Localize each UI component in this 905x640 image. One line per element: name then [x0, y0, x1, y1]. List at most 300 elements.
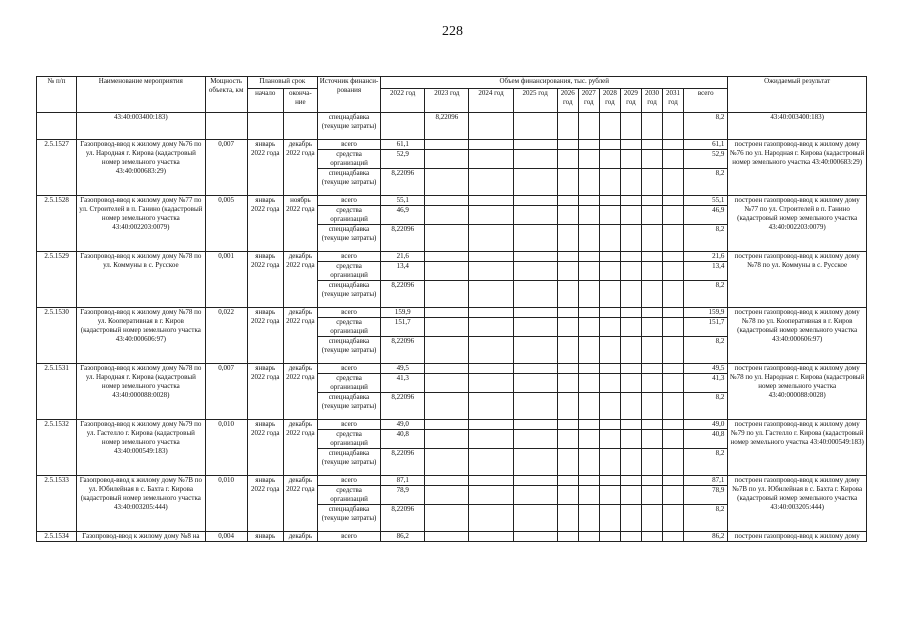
row-name-cell: Газопровод-ввод к жилому дому №79 по ул. Гастелло г. Кирова (кадастровый номер земельного участка 43:40:000549:183) — [77, 420, 205, 476]
total-cell: 8,2 — [684, 393, 728, 420]
table-row — [37, 113, 867, 140]
value-cell — [663, 430, 684, 449]
value-cell — [578, 140, 599, 150]
row-result-cell: построен газопровод-ввод к жилому дому №77 по ул. Строителей в п. Ганино (кадастровый номер земельного участка 43:40:002203:0079) — [728, 196, 867, 252]
row-source-cell: спецнадбавка (текущие затраты) — [317, 113, 380, 140]
row-num-cell: 2.5.1533 — [37, 476, 77, 532]
value-cell — [578, 113, 599, 140]
value-cell — [425, 308, 469, 318]
header-num: № п/п — [37, 77, 77, 113]
value-cell — [578, 449, 599, 476]
row-source-cell: всего — [317, 420, 380, 430]
value-cell — [641, 430, 662, 449]
row-name-cell: 43:40:003400:183) — [77, 113, 205, 140]
value-cell — [469, 140, 513, 150]
value-cell — [557, 262, 578, 281]
row-end-cell: декабрь 2022 года — [283, 476, 317, 532]
value-cell — [513, 262, 557, 281]
value-cell — [469, 486, 513, 505]
header-plan-term: Плановый срок — [247, 77, 317, 89]
value-cell — [578, 281, 599, 308]
table-row — [37, 196, 867, 206]
row-result-cell: построен газопровод-ввод к жилому дому №78 по ул. Кооперативная в г. Киров (кадастровый номер земельного участка 43:40:000606:97) — [728, 308, 867, 364]
value-cell — [620, 532, 641, 542]
value-cell — [641, 113, 662, 140]
value-cell — [641, 505, 662, 532]
value-cell: 87,1 — [381, 476, 425, 486]
total-cell: 8,2 — [684, 337, 728, 364]
value-cell — [578, 505, 599, 532]
row-source-cell: всего — [317, 196, 380, 206]
value-cell — [663, 476, 684, 486]
row-start-cell: январь 2022 года — [247, 364, 283, 420]
value-cell: 46,9 — [381, 206, 425, 225]
value-cell — [557, 476, 578, 486]
row-source-cell: всего — [317, 140, 380, 150]
value-cell — [513, 169, 557, 196]
value-cell — [620, 374, 641, 393]
value-cell — [557, 150, 578, 169]
value-cell — [578, 430, 599, 449]
row-num-cell: 2.5.1534 — [37, 532, 77, 542]
value-cell — [469, 196, 513, 206]
header-year: 2025 год — [513, 89, 557, 113]
value-cell — [599, 476, 620, 486]
value-cell — [641, 225, 662, 252]
value-cell — [513, 150, 557, 169]
value-cell — [469, 505, 513, 532]
value-cell — [620, 505, 641, 532]
value-cell: 8,22096 — [381, 169, 425, 196]
value-cell — [620, 225, 641, 252]
value-cell — [425, 169, 469, 196]
value-cell: 41,3 — [381, 374, 425, 393]
value-cell — [641, 393, 662, 420]
value-cell — [513, 252, 557, 262]
header-year: 2022 год — [381, 89, 425, 113]
table-row — [37, 252, 867, 262]
value-cell — [641, 364, 662, 374]
value-cell — [663, 486, 684, 505]
header-volume: Объем финансирования, тыс. рублей — [381, 77, 728, 89]
total-cell: 8,2 — [684, 169, 728, 196]
value-cell — [599, 113, 620, 140]
row-name-cell: Газопровод-ввод к жилому дому №77 по ул. Строителей в п. Ганино (кадастровый номер земельного участка 43:40:002203:0079) — [77, 196, 205, 252]
value-cell — [513, 505, 557, 532]
value-cell — [578, 393, 599, 420]
value-cell — [469, 449, 513, 476]
total-cell: 52,9 — [684, 150, 728, 169]
value-cell — [620, 476, 641, 486]
value-cell — [469, 393, 513, 420]
value-cell — [557, 308, 578, 318]
value-cell — [425, 486, 469, 505]
value-cell — [578, 476, 599, 486]
value-cell — [620, 486, 641, 505]
value-cell — [469, 150, 513, 169]
value-cell — [425, 196, 469, 206]
value-cell: 52,9 — [381, 150, 425, 169]
row-source-cell: средства организаций — [317, 150, 380, 169]
value-cell — [620, 364, 641, 374]
value-cell — [599, 532, 620, 542]
table-row — [37, 420, 867, 430]
value-cell — [557, 196, 578, 206]
value-cell: 8,22096 — [381, 449, 425, 476]
total-cell: 49,5 — [684, 364, 728, 374]
row-source-cell: спецнадбавка (текущие затраты) — [317, 393, 380, 420]
value-cell — [557, 393, 578, 420]
row-start-cell — [247, 113, 283, 140]
row-num-cell: 2.5.1531 — [37, 364, 77, 420]
value-cell — [513, 364, 557, 374]
value-cell — [557, 486, 578, 505]
row-end-cell: декабрь — [283, 532, 317, 542]
value-cell — [513, 140, 557, 150]
total-cell: 8,2 — [684, 505, 728, 532]
value-cell — [599, 196, 620, 206]
value-cell — [578, 206, 599, 225]
value-cell — [513, 281, 557, 308]
value-cell — [578, 262, 599, 281]
value-cell — [557, 113, 578, 140]
value-cell — [620, 196, 641, 206]
value-cell — [599, 225, 620, 252]
value-cell — [425, 150, 469, 169]
row-source-cell: всего — [317, 252, 380, 262]
value-cell — [469, 430, 513, 449]
value-cell — [557, 505, 578, 532]
value-cell — [599, 486, 620, 505]
table-row — [37, 140, 867, 150]
row-num-cell — [37, 113, 77, 140]
header-year: 2026 год — [557, 89, 578, 113]
value-cell — [425, 505, 469, 532]
value-cell — [469, 420, 513, 430]
value-cell — [663, 196, 684, 206]
total-cell: 159,9 — [684, 308, 728, 318]
row-result-cell: построен газопровод-ввод к жилому дому №79 по ул. Гастелло г. Кирова (кадастровый номер земельного участка 43:40:000549:183) — [728, 420, 867, 476]
value-cell — [641, 140, 662, 150]
value-cell: 8,22096 — [381, 337, 425, 364]
header-year: 2024 год — [469, 89, 513, 113]
value-cell — [663, 337, 684, 364]
header-year: 2023 год — [425, 89, 469, 113]
row-end-cell: декабрь 2022 года — [283, 420, 317, 476]
value-cell — [513, 476, 557, 486]
value-cell — [557, 364, 578, 374]
value-cell — [425, 420, 469, 430]
row-name-cell: Газопровод-ввод к жилому дому №78 по ул. Кооперативная в г. Киров (кадастровый номер земельного участка 43:40:000606:97) — [77, 308, 205, 364]
row-source-cell: всего — [317, 476, 380, 486]
row-start-cell: январь 2022 года — [247, 140, 283, 196]
row-source-cell: спецнадбавка (текущие затраты) — [317, 169, 380, 196]
row-source-cell: всего — [317, 532, 380, 542]
row-result-cell: 43:40:003400:183) — [728, 113, 867, 140]
value-cell — [557, 337, 578, 364]
total-cell: 49,0 — [684, 420, 728, 430]
row-name-cell: Газопровод-ввод к жилому дому №8 на — [77, 532, 205, 542]
value-cell — [513, 225, 557, 252]
value-cell — [663, 308, 684, 318]
total-cell: 151,7 — [684, 318, 728, 337]
row-capacity-cell: 0,010 — [205, 420, 247, 476]
value-cell — [557, 420, 578, 430]
row-capacity-cell: 0,004 — [205, 532, 247, 542]
value-cell — [599, 252, 620, 262]
value-cell — [469, 262, 513, 281]
value-cell — [641, 252, 662, 262]
value-cell — [663, 150, 684, 169]
total-cell: 78,9 — [684, 486, 728, 505]
value-cell — [578, 420, 599, 430]
value-cell — [599, 430, 620, 449]
value-cell — [425, 364, 469, 374]
value-cell: 86,2 — [381, 532, 425, 542]
value-cell — [663, 420, 684, 430]
header-name: Наименование мероприятия — [77, 77, 205, 113]
value-cell — [663, 532, 684, 542]
value-cell — [620, 430, 641, 449]
value-cell — [469, 169, 513, 196]
value-cell — [469, 281, 513, 308]
header-start: начало — [247, 89, 283, 113]
header-year: 2028 год — [599, 89, 620, 113]
value-cell — [557, 532, 578, 542]
row-end-cell: декабрь 2022 года — [283, 140, 317, 196]
value-cell — [663, 364, 684, 374]
row-end-cell: ноябрь 2022 года — [283, 196, 317, 252]
row-source-cell: средства организаций — [317, 374, 380, 393]
value-cell — [578, 486, 599, 505]
value-cell — [425, 449, 469, 476]
value-cell — [663, 252, 684, 262]
value-cell — [641, 196, 662, 206]
row-start-cell: январь 2022 года — [247, 308, 283, 364]
total-cell: 21,6 — [684, 252, 728, 262]
value-cell: 49,0 — [381, 420, 425, 430]
value-cell — [599, 206, 620, 225]
value-cell — [641, 449, 662, 476]
row-start-cell: январь 2022 года — [247, 476, 283, 532]
row-source-cell: всего — [317, 364, 380, 374]
value-cell — [425, 393, 469, 420]
value-cell — [469, 225, 513, 252]
value-cell — [620, 206, 641, 225]
row-capacity-cell: 0,005 — [205, 196, 247, 252]
value-cell — [620, 393, 641, 420]
row-source-cell: средства организаций — [317, 486, 380, 505]
row-num-cell: 2.5.1528 — [37, 196, 77, 252]
value-cell — [663, 281, 684, 308]
value-cell — [469, 206, 513, 225]
value-cell: 49,5 — [381, 364, 425, 374]
row-capacity-cell: 0,007 — [205, 140, 247, 196]
header-total: всего — [684, 89, 728, 113]
value-cell — [641, 337, 662, 364]
value-cell — [641, 308, 662, 318]
value-cell — [599, 318, 620, 337]
value-cell — [663, 169, 684, 196]
value-cell — [620, 449, 641, 476]
total-cell: 8,2 — [684, 281, 728, 308]
value-cell: 8,22096 — [381, 393, 425, 420]
total-cell: 55,1 — [684, 196, 728, 206]
table-row — [37, 308, 867, 318]
value-cell — [469, 532, 513, 542]
value-cell — [641, 206, 662, 225]
value-cell — [599, 281, 620, 308]
value-cell — [469, 252, 513, 262]
row-source-cell: спецнадбавка (текущие затраты) — [317, 225, 380, 252]
row-end-cell: декабрь 2022 года — [283, 308, 317, 364]
table-row — [37, 532, 867, 542]
value-cell — [513, 374, 557, 393]
row-name-cell: Газопровод-ввод к жилому дому №7В по ул. Юбилейная в с. Бахта г. Кирова (кадастровый номер земельного участка 43:40:003205:444) — [77, 476, 205, 532]
row-source-cell: спецнадбавка (текущие затраты) — [317, 337, 380, 364]
row-source-cell: спецнадбавка (текущие затраты) — [317, 505, 380, 532]
value-cell — [641, 281, 662, 308]
value-cell: 8,22096 — [381, 505, 425, 532]
value-cell — [469, 308, 513, 318]
value-cell: 40,8 — [381, 430, 425, 449]
value-cell — [513, 532, 557, 542]
row-result-cell: построен газопровод-ввод к жилому дому — [728, 532, 867, 542]
value-cell — [620, 318, 641, 337]
row-end-cell: декабрь 2022 года — [283, 252, 317, 308]
row-start-cell: январь — [247, 532, 283, 542]
value-cell — [469, 476, 513, 486]
value-cell: 61,1 — [381, 140, 425, 150]
row-start-cell: январь 2022 года — [247, 252, 283, 308]
row-source-cell: всего — [317, 308, 380, 318]
value-cell — [578, 374, 599, 393]
value-cell — [620, 150, 641, 169]
header-year: 2030 год — [641, 89, 662, 113]
value-cell — [557, 318, 578, 337]
value-cell — [513, 486, 557, 505]
header-result: Ожидаемый результат — [728, 77, 867, 113]
value-cell — [641, 486, 662, 505]
page-number: 228 — [442, 24, 463, 39]
row-capacity-cell: 0,001 — [205, 252, 247, 308]
value-cell — [425, 140, 469, 150]
row-result-cell: построен газопровод-ввод к жилому дому №7В по ул. Юбилейная в с. Бахта г. Кирова (кадастровый номер земельного участка 43:40:003205:444) — [728, 476, 867, 532]
total-cell: 46,9 — [684, 206, 728, 225]
value-cell — [425, 318, 469, 337]
value-cell — [557, 374, 578, 393]
value-cell — [469, 337, 513, 364]
row-end-cell: декабрь 2022 года — [283, 364, 317, 420]
value-cell — [513, 420, 557, 430]
value-cell — [599, 420, 620, 430]
row-name-cell: Газопровод-ввод к жилому дому №76 по ул. Народная г. Кирова (кадастровый номер земельного участка 43:40:000683:29) — [77, 140, 205, 196]
value-cell — [599, 169, 620, 196]
table-row — [37, 476, 867, 486]
value-cell — [578, 532, 599, 542]
value-cell — [425, 252, 469, 262]
value-cell — [620, 337, 641, 364]
value-cell — [599, 364, 620, 374]
value-cell — [620, 140, 641, 150]
row-name-cell: Газопровод-ввод к жилому дому №78 по ул. Коммуны в с. Русское — [77, 252, 205, 308]
value-cell — [381, 113, 425, 140]
row-num-cell: 2.5.1532 — [37, 420, 77, 476]
value-cell — [578, 364, 599, 374]
value-cell — [578, 318, 599, 337]
row-source-cell: средства организаций — [317, 318, 380, 337]
value-cell — [663, 262, 684, 281]
row-source-cell: спецнадбавка (текущие затраты) — [317, 281, 380, 308]
value-cell: 8,22096 — [381, 281, 425, 308]
value-cell: 8,22096 — [425, 113, 469, 140]
total-cell: 86,2 — [684, 532, 728, 542]
value-cell — [469, 364, 513, 374]
value-cell — [620, 420, 641, 430]
value-cell — [557, 430, 578, 449]
value-cell — [557, 449, 578, 476]
value-cell — [641, 532, 662, 542]
row-start-cell: январь 2022 года — [247, 196, 283, 252]
value-cell — [425, 281, 469, 308]
header-year: 2031 год — [663, 89, 684, 113]
value-cell: 159,9 — [381, 308, 425, 318]
row-source-cell: средства организаций — [317, 206, 380, 225]
header-capacity: Мощность объекта, км — [205, 77, 247, 113]
row-result-cell: построен газопровод-ввод к жилому дому №78 по ул. Народная г. Кирова (кадастровый номер земельного участка 43:40:000088:0028) — [728, 364, 867, 420]
row-name-cell: Газопровод-ввод к жилому дому №78 по ул. Народная г. Кирова (кадастровый номер земельного участка 43:40:000088:0028) — [77, 364, 205, 420]
value-cell — [513, 449, 557, 476]
value-cell — [663, 505, 684, 532]
value-cell — [425, 206, 469, 225]
value-cell: 151,7 — [381, 318, 425, 337]
row-capacity-cell — [205, 113, 247, 140]
header-end: оконча-ние — [283, 89, 317, 113]
value-cell — [663, 449, 684, 476]
value-cell — [469, 318, 513, 337]
value-cell — [641, 169, 662, 196]
value-cell — [578, 252, 599, 262]
value-cell — [578, 169, 599, 196]
value-cell — [599, 337, 620, 364]
value-cell: 13,4 — [381, 262, 425, 281]
value-cell — [599, 140, 620, 150]
row-source-cell: средства организаций — [317, 262, 380, 281]
value-cell — [425, 337, 469, 364]
value-cell — [578, 196, 599, 206]
value-cell — [620, 308, 641, 318]
value-cell — [469, 374, 513, 393]
value-cell — [599, 505, 620, 532]
total-cell: 61,1 — [684, 140, 728, 150]
value-cell: 21,6 — [381, 252, 425, 262]
value-cell — [425, 532, 469, 542]
value-cell — [578, 150, 599, 169]
value-cell — [599, 449, 620, 476]
header-source: Источник финанси-рования — [317, 77, 380, 113]
total-cell: 8,2 — [684, 225, 728, 252]
value-cell — [469, 113, 513, 140]
value-cell — [599, 374, 620, 393]
value-cell — [513, 196, 557, 206]
row-end-cell — [283, 113, 317, 140]
value-cell — [663, 374, 684, 393]
value-cell — [641, 262, 662, 281]
value-cell — [513, 206, 557, 225]
value-cell — [599, 150, 620, 169]
value-cell — [557, 281, 578, 308]
table-row — [37, 364, 867, 374]
